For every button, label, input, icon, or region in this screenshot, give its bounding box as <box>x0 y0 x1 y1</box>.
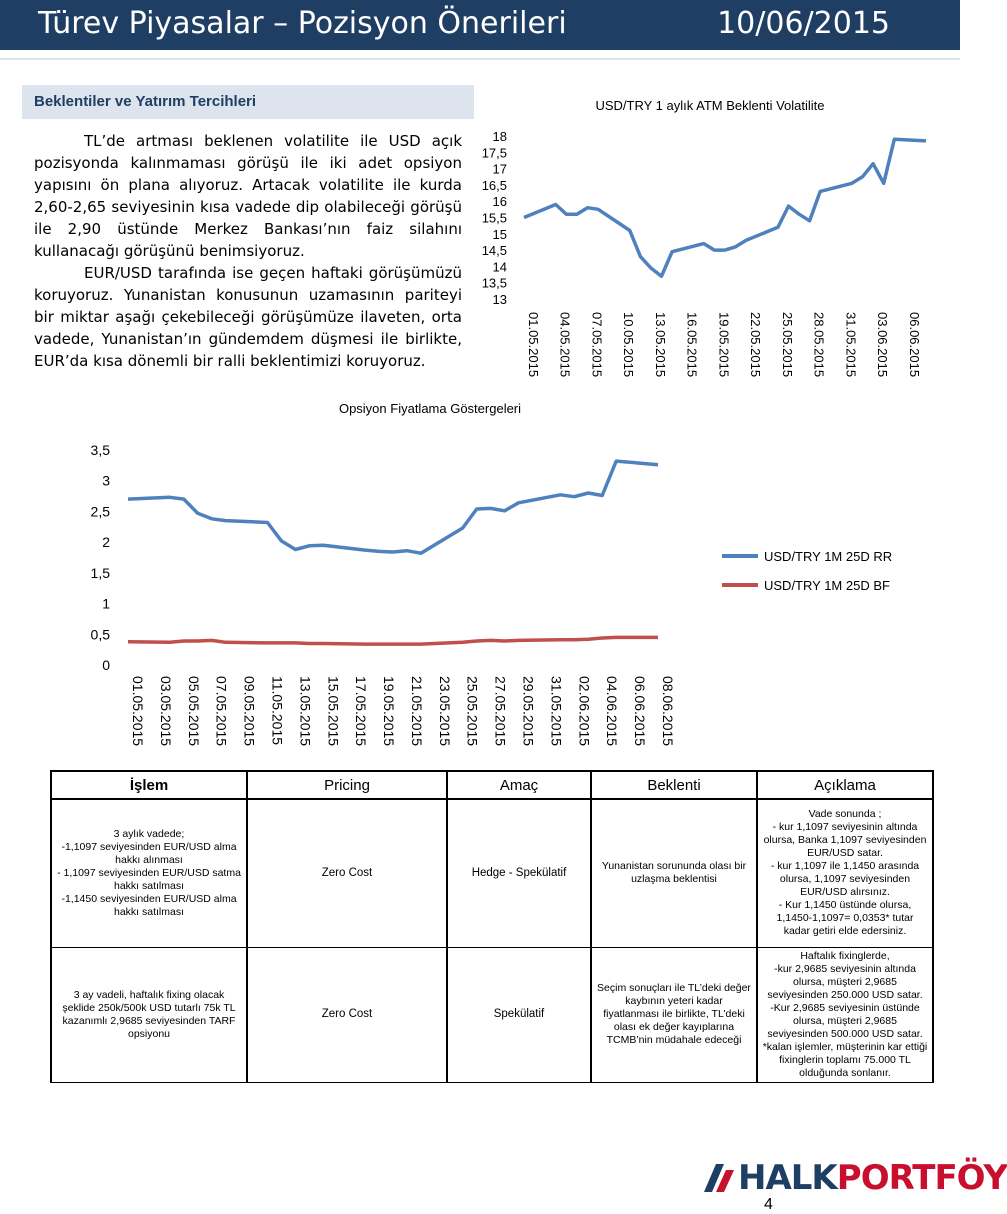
y-tick-label: 1 <box>102 595 110 612</box>
table-header-row <box>51 771 933 799</box>
y-tick-label: 17 <box>492 161 507 177</box>
x-tick-label: 07.05.2015 <box>213 676 230 747</box>
x-tick-label: 13.05.2015 <box>297 676 314 747</box>
col-header-beklenti: Beklenti <box>591 771 757 799</box>
x-tick-label: 25.05.2015 <box>779 312 795 378</box>
option-pricing-chart <box>0 390 960 760</box>
legend-label: USD/TRY 1M 25D RR <box>764 549 893 564</box>
x-tick-label: 27.05.2015 <box>492 676 509 747</box>
y-tick-label: 15 <box>492 226 507 242</box>
y-tick-label: 13 <box>492 292 507 307</box>
x-tick-label: 03.06.2015 <box>875 312 891 378</box>
y-tick-label: 16 <box>492 194 507 210</box>
cell-aciklama: Vade sonunda ; - kur 1,1097 seviyesinin altında olursa, Banka 1,1097 seviyesinden EUR/USD satar. - kur 1,1097 ile 1,1450 arasında olursa, 1,1097 seviyesinden EUR/USD alırsınız. - Kur 1,1450 üstünde olursa, 1,1450-1,1097= 0,0353* tutar kadar getiri elde edersiniz. <box>757 799 933 947</box>
x-tick-label: 06.06.2015 <box>906 312 922 378</box>
y-tick-label: 0,5 <box>90 626 110 643</box>
halk-portfoy-logo <box>700 1158 1007 1198</box>
table-row <box>51 947 933 1082</box>
y-tick-label: 2 <box>102 534 110 551</box>
page-header <box>0 0 960 50</box>
section-title: Beklentiler ve Yatırım Tercihleri <box>22 85 474 119</box>
series-line-1 <box>524 139 926 276</box>
volatility-chart <box>474 86 960 386</box>
x-tick-label: 21.05.2015 <box>408 676 425 747</box>
cell-pricing: Zero Cost <box>247 947 447 1082</box>
cell-pricing: Zero Cost <box>247 799 447 947</box>
page-number: 4 <box>764 1196 773 1213</box>
x-tick-label: 17.05.2015 <box>353 676 370 747</box>
y-tick-label: 2,5 <box>90 503 110 520</box>
x-tick-label: 29.05.2015 <box>520 676 537 747</box>
cell-islem: 3 aylık vadede; -1,1097 seviyesinden EUR/USD alma hakkı alınması - 1,1097 seviyesinden EUR/USD satma hakkı satılması -1,1450 seviyesinden EUR/USD alma hakkı satılması <box>51 799 247 947</box>
y-tick-label: 3 <box>102 472 110 489</box>
legend-label: USD/TRY 1M 25D BF <box>764 578 890 593</box>
x-tick-label: 04.05.2015 <box>557 312 573 378</box>
x-tick-label: 22.05.2015 <box>748 312 764 378</box>
x-tick-label: 19.05.2015 <box>716 312 732 378</box>
page-title: Türev Piyasalar – Pozisyon Önerileri <box>38 6 567 41</box>
x-tick-label: 06.06.2015 <box>632 676 649 747</box>
cell-aciklama: Haftalık fixinglerde, -kur 2,9685 seviyesinin altında olursa, müşteri 2,9685 seviyesinden 250.000 USD satar. -Kur 2,9685 seviyesinin üstünde olursa, müşteri 2,9685 seviyesinden 500.000 USD satar. *kalan işlemler, müşterinin kar ettiği fixinglerin toplamı 75.000 TL olduğunda sonlanır. <box>757 947 933 1082</box>
x-tick-label: 02.06.2015 <box>576 676 593 747</box>
x-tick-label: 16.05.2015 <box>684 312 700 378</box>
y-tick-label: 14 <box>492 259 507 275</box>
x-tick-label: 31.05.2015 <box>843 312 859 378</box>
x-tick-label: 31.05.2015 <box>548 676 565 747</box>
x-tick-label: 08.06.2015 <box>660 676 676 747</box>
col-header-islem: İşlem <box>51 771 247 799</box>
cell-amac: Spekülatif <box>447 947 591 1082</box>
commentary-text <box>34 130 462 372</box>
y-tick-label: 17,5 <box>481 145 507 161</box>
cell-islem: 3 ay vadeli, haftalık fixing olacak şeklide 250k/500k USD tutarlı 75k TL kazanımlı 2,9685 seviyesinden TARF opsiyonu <box>51 947 247 1082</box>
x-tick-label: 01.05.2015 <box>130 676 146 747</box>
logo-mark-icon <box>702 1162 736 1194</box>
x-tick-label: 15.05.2015 <box>325 676 342 747</box>
logo-portfoy-text: PORTFÖY <box>836 1158 1007 1198</box>
x-tick-label: 19.05.2015 <box>381 676 398 747</box>
y-tick-label: 14,5 <box>481 243 507 259</box>
y-tick-label: 3,5 <box>90 442 110 458</box>
col-header-aciklama: Açıklama <box>757 771 933 799</box>
x-tick-label: 04.06.2015 <box>604 676 621 747</box>
table-row <box>51 799 933 947</box>
series-line-1 <box>128 461 658 553</box>
cell-beklenti: Seçim sonuçları ile TL’deki değer kaybının yeteri kadar fiyatlanması ile birlikte, TL’deki olası ek değer kayıplarına TCMB’nin müdahale edeceği <box>591 947 757 1082</box>
x-tick-label: 05.05.2015 <box>185 676 202 747</box>
commentary-paragraph-1: TL’de artması beklenen volatilite ile USD açık pozisyonda kalınmaması görüşü ile iki adet opsiyon yapısını ön plana alıyoruz. Artacak volatilite ile kurda 2,60-2,65 seviyesinin kısa vadede dip olabileceği görüşü ile 2,90 üstünde Merkez Bankası’nın faiz silahını kullanacağı görüşünü benimsiyoruz. <box>34 132 462 260</box>
cell-beklenti: Yunanistan sorununda olası bir uzlaşma beklentisi <box>591 799 757 947</box>
cell-amac: Hedge - Spekülatif <box>447 799 591 947</box>
y-tick-label: 15,5 <box>481 210 507 226</box>
chart-title: Opsiyon Fiyatlama Göstergeleri <box>338 401 522 416</box>
x-tick-label: 07.05.2015 <box>589 312 605 378</box>
x-tick-label: 03.05.2015 <box>157 676 174 747</box>
x-tick-label: 09.05.2015 <box>241 676 258 747</box>
x-tick-label: 28.05.2015 <box>811 312 827 378</box>
col-header-amac: Amaç <box>447 771 591 799</box>
y-tick-label: 13,5 <box>481 275 507 291</box>
x-tick-label: 13.05.2015 <box>652 312 668 378</box>
x-tick-label: 23.05.2015 <box>436 676 453 747</box>
x-tick-label: 11.05.2015 <box>269 676 286 746</box>
y-tick-label: 16,5 <box>481 177 507 193</box>
header-divider <box>0 58 960 60</box>
chart-title: USD/TRY 1 aylık ATM Beklenti Volatilite <box>595 98 825 113</box>
positions-table <box>50 770 934 1083</box>
logo-halk-text: HALK <box>738 1158 837 1198</box>
x-tick-label: 10.05.2015 <box>621 312 637 378</box>
x-tick-label: 25.05.2015 <box>464 676 481 747</box>
series-line-2 <box>128 637 658 644</box>
col-header-pricing: Pricing <box>247 771 447 799</box>
report-date: 10/06/2015 <box>717 6 890 41</box>
commentary-paragraph-2: EUR/USD tarafında ise geçen haftaki görüşümüzü koruyoruz. Yunanistan konusunun uzamasının pariteyi bir miktar aşağı çekebileceği görüşümüze ilaveten, orta vadede, Yunanistan’ın gündemdem düşmesi ile birlikte, EUR’da kısa dönemli bir ralli beklentimizi koruyoruz. <box>34 264 462 370</box>
x-tick-label: 01.05.2015 <box>526 312 541 378</box>
y-tick-label: 18 <box>492 129 507 144</box>
y-tick-label: 0 <box>102 657 110 673</box>
y-tick-label: 1,5 <box>90 564 110 581</box>
